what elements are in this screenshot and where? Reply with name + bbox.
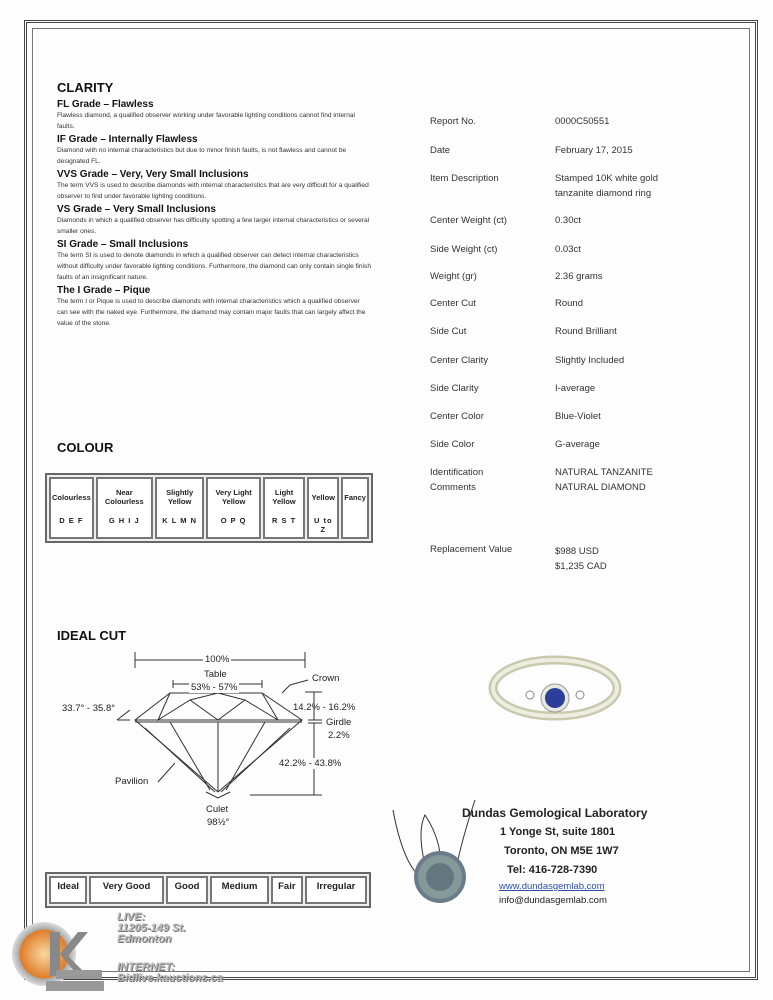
report-value: 2.36 grams [555,271,603,282]
report-label: Identification Comments [430,467,484,493]
report-row [430,171,658,201]
clarity-grade-description: The term SI is used to denote diamonds in which a qualified observer can detect internal characteristics without difficulty under favorable lighting conditions. Furthermore, the diamond can only contain single finish faults of an insignificant nature. [57,252,371,281]
colour-grades: D E F [59,516,84,525]
lab-website-link[interactable]: www.dundasgemlab.com [499,881,605,892]
clarity-grade-heading: IF Grade – Internally Flawless [57,134,198,145]
girdle-percent: 2.2% [328,730,350,741]
report-row [430,213,581,228]
clarity-grade-heading: The I Grade – Pique [57,285,151,296]
pavilion-depth: 42.2% - 43.8% [279,758,342,769]
report-value: I-average [555,383,596,394]
report-row [430,242,581,257]
report-label: Side Color [430,439,475,450]
watermark-live [117,912,186,945]
watermark-live-label: LIVE: [117,911,146,923]
colour-cell [263,477,306,539]
replacement-value: $988 USD $1,235 CAD [555,546,607,572]
culet-label: Culet [206,804,229,815]
clarity-grade-description: Diamond with no internal characteristics but due to minor finish faults, is not flawless and cannot be designated FL. [57,147,347,165]
report-value: Blue-Violet [555,411,601,422]
crown-angle: 33.7° - 35.8° [62,703,116,714]
report-label: Center Clarity [430,355,489,366]
ring-photo [488,650,623,725]
ideal-cut-title: IDEAL CUT [57,628,127,643]
table-percent: 53% - 57% [191,682,238,693]
report-label: Report No. [430,116,476,127]
report-row [430,296,583,311]
report-row [430,324,617,339]
lab-address: 1 Yonge St, suite 1801 [500,826,616,838]
report-row [430,143,633,158]
report-row [430,381,595,396]
report-row [430,269,603,284]
table-label: Table [204,669,227,680]
cut-grade-cell: Ideal [49,876,87,904]
report-value: 0000C50551 [555,116,610,127]
colour-cell [49,477,94,539]
cut-grade-cell: Irregular [305,876,367,904]
colour-grades: R S T [272,516,297,525]
crown-label: Crown [312,673,340,684]
colour-title: COLOUR [57,440,114,455]
lab-city: Toronto, ON M5E 1W7 [504,845,619,857]
clarity-grade-heading: FL Grade – Flawless [57,99,154,110]
report-row [430,437,600,452]
clarity-grade-description: The term I or Pique is used to describe diamonds with internal characteristics which a qualified observer can see with the naked eye. Furthermore, the diamond may contain major faults that can largely affect the value of the stone. [57,298,366,327]
lab-phone: Tel: 416-728-7390 [507,864,598,876]
replacement-value-row [430,544,607,574]
colour-cell [206,477,260,539]
colour-name: Very Light Yellow [215,488,252,506]
colour-name: Fancy [344,492,366,502]
cut-grade-table [45,872,371,908]
lab-info [462,804,647,908]
colour-grades: K L M N [162,516,197,525]
report-row [430,409,601,424]
report-value: February 17, 2015 [555,145,633,156]
report-label: Center Cut [430,298,476,309]
report-row [430,465,653,495]
colour-name: Near Colourless [104,488,144,506]
report-label: Side Weight (ct) [430,244,498,255]
report-value: Round Brilliant [555,326,617,337]
colour-cell [96,477,153,539]
colour-cell [307,477,339,539]
report-value: Stamped 10K white gold tanzanite diamond ring [555,173,658,199]
lab-email: info@dundasgemlab.com [499,895,607,906]
watermark-internet-label: INTERNET: [117,961,175,973]
watermark-site: Bidlive.kauctions.ca [117,972,223,984]
girdle-label: Girdle [326,717,352,728]
pavilion-label: Pavilion [115,776,149,787]
watermark-internet [117,962,223,984]
report-value: 0.30ct [555,215,581,226]
clarity-grade-description: The term VVS is used to describe diamonds with internal characteristics that are very difficult for a qualified observer to find under favorable lighting conditions. [57,182,369,200]
report-row [430,353,624,368]
colour-grades: G H I J [108,516,140,525]
watermark-city: Edmonton [117,933,172,945]
clarity-grade-description: Flawless diamond, a qualified observer working under favorable lighting conditions cannot find internal faults. [57,112,355,130]
report-label: Side Cut [430,326,467,337]
report-value: G-average [555,439,600,450]
colour-cell [341,477,369,539]
report-label: Center Color [430,411,484,422]
report-label: Side Clarity [430,383,479,394]
report-value: 0.03ct [555,244,581,255]
report-value: NATURAL TANZANITE NATURAL DIAMOND [555,467,653,493]
replacement-label: Replacement Value [430,544,513,555]
clarity-grade-heading: VVS Grade – Very, Very Small Inclusions [57,169,249,180]
culet-angle: 98½° [207,817,230,828]
report-label: Date [430,145,451,156]
colour-name: Colourless [52,492,91,502]
colour-table [45,473,373,543]
colour-cell [155,477,205,539]
kastner-auctions-logo [6,918,106,994]
lab-name: Dundas Gemological Laboratory [462,806,648,820]
colour-name: Light Yellow [272,488,296,506]
watermark-address: 11205-149 St. [117,922,186,934]
cut-grade-cell: Fair [271,876,304,904]
report-label: Center Weight (ct) [430,215,507,226]
cut-grade-cell: Medium [210,876,268,904]
report-value: Slightly Included [555,355,625,366]
report-row [430,114,609,129]
clarity-section [57,80,372,329]
clarity-title: CLARITY [57,80,114,95]
colour-grades: U to Z [314,516,333,534]
clarity-grade-heading: SI Grade – Small Inclusions [57,239,189,250]
diameter-label: 100% [205,654,230,665]
report-value: Round [555,298,583,309]
clarity-grade-heading: VS Grade – Very Small Inclusions [57,204,216,215]
colour-name: Slightly Yellow [166,488,194,506]
colour-name: Yellow [311,492,335,502]
colour-grades: O P Q [220,516,247,525]
clarity-grade-description: Diamonds in which a qualified observer has difficulty spotting a few larger internal characteristics or several smaller ones. [57,217,370,235]
crown-height: 14.2% - 16.2% [293,702,356,713]
report-label: Weight (gr) [430,271,477,282]
cut-grade-cell: Good [166,876,209,904]
cut-grade-cell: Very Good [89,876,163,904]
report-label: Item Description [430,173,499,184]
